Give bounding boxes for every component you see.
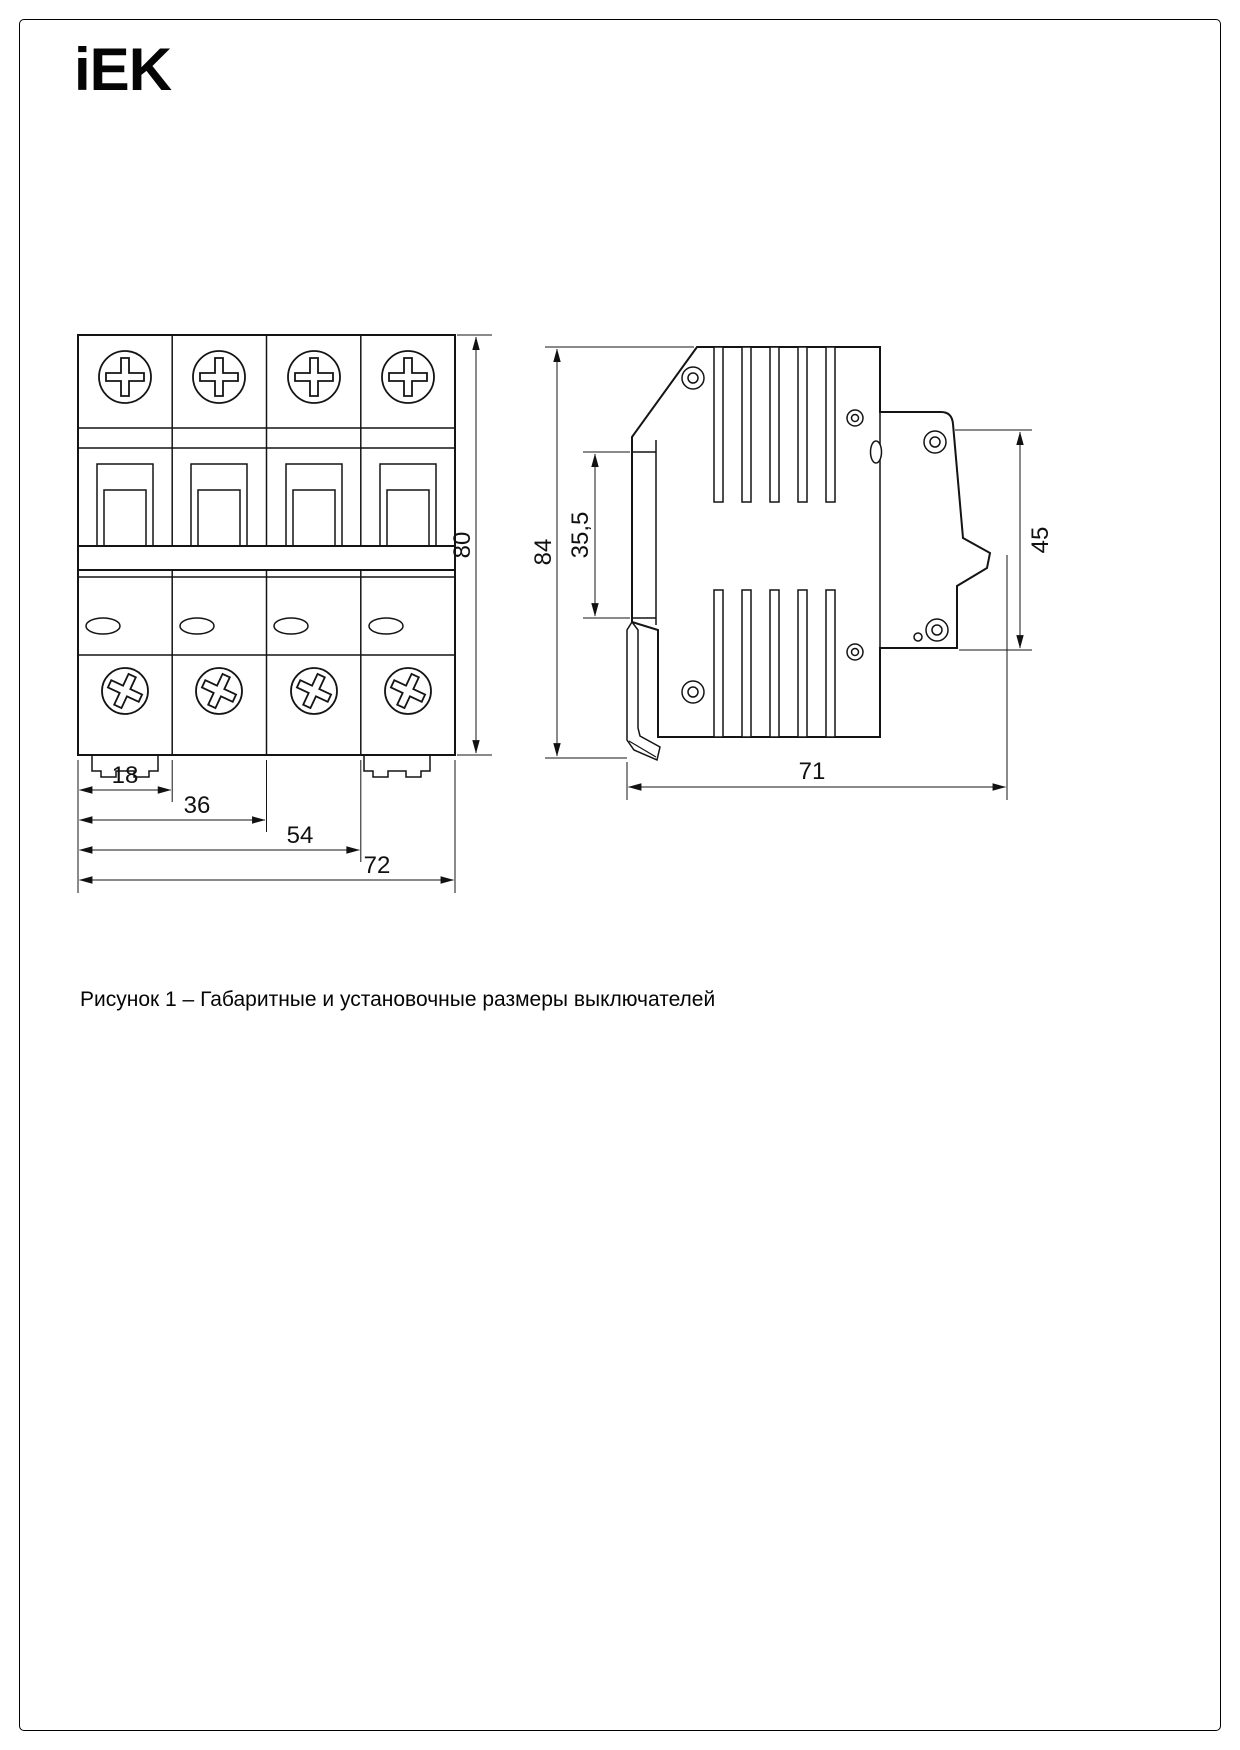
- dim-label-54: 54: [286, 822, 314, 849]
- din-clip-side: [627, 622, 660, 760]
- din-clips-front: [92, 755, 430, 777]
- dim-label-84: 84: [530, 538, 557, 566]
- trip-bar: [78, 546, 455, 570]
- dim-label-71: 71: [798, 758, 826, 785]
- dim-label-35-5: 35,5: [567, 511, 594, 559]
- front-view-drawing: [78, 335, 455, 777]
- dim-label-36: 36: [183, 792, 211, 819]
- dim-label-80: 80: [449, 531, 476, 559]
- figure-caption: Рисунок 1 – Габаритные и установочные размеры выключателей: [80, 988, 716, 1011]
- iek-logo: iEK: [74, 36, 172, 103]
- dim-label-18: 18: [111, 762, 139, 789]
- dim-label-45: 45: [1027, 526, 1054, 554]
- dim-label-72: 72: [363, 852, 391, 879]
- breaker-body-side: [632, 347, 990, 737]
- side-view-drawing: [627, 347, 990, 760]
